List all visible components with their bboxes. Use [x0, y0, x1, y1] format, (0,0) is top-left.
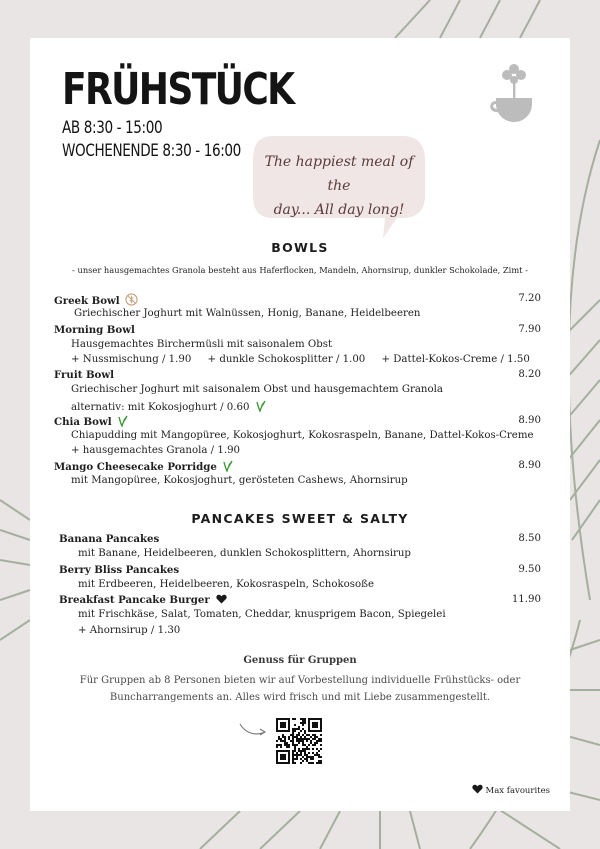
weekend-hours: WOCHENENDE 8:30 - 16:00	[62, 141, 241, 161]
item-extras: + Nussmischung / 1.90 + dunkle Schokosplitter / 1.00 + Dattel-Kokos-Creme / 1.50	[71, 354, 530, 365]
pancakes-heading: PANCAKES SWEET & SALTY	[191, 511, 409, 526]
item-description: mit Erdbeeren, Heidelbeeren, Kokosraspeln, Schokosoße	[78, 579, 374, 590]
leaf-icon	[117, 415, 128, 427]
menu-item-berry-bliss-pancakes	[59, 564, 179, 576]
leaf-icon	[255, 400, 266, 412]
item-description: Griechischer Joghurt mit saisonalem Obst und hausgemachtem Granola	[71, 384, 443, 395]
item-name: Mango Cheesecake Porridge	[54, 461, 217, 473]
groups-heading: Genuss für Gruppen	[243, 655, 357, 666]
item-price: 7.90	[518, 324, 541, 335]
item-price: 11.90	[511, 594, 541, 605]
item-name: Greek Bowl	[54, 295, 120, 307]
slogan-line-2: day... All day long!	[273, 202, 405, 218]
legend-favourites	[469, 784, 550, 796]
item-name: Breakfast Pancake Burger	[59, 594, 210, 606]
groups-description	[70, 672, 530, 706]
item-price: 8.50	[518, 533, 541, 544]
wheat-crossed-icon	[125, 293, 138, 306]
page-title: FRÜHSTÜCK	[62, 64, 294, 115]
menu-card	[30, 38, 570, 811]
item-description: Hausgemachtes Birchermüsli mit saisonalem Obst	[71, 339, 333, 350]
slogan-line-1: The happiest meal of the	[264, 154, 414, 194]
granola-note: - unser hausgemachtes Granola besteht aus Haferflocken, Mandeln, Ahornsirup, dunkler Schokolade, Zimt -	[72, 265, 528, 275]
item-extras-text: alternativ: mit Kokosjoghurt / 0.60	[71, 402, 250, 413]
menu-item-banana-pancakes	[59, 533, 159, 545]
cup-flower-icon	[486, 60, 542, 124]
groups-line-1: Für Gruppen ab 8 Personen bieten wir auf Vorbestellung individuelle Frühstücks- oder	[79, 675, 521, 686]
item-name: Chia Bowl	[54, 416, 112, 428]
menu-item-chia-bowl	[54, 415, 128, 428]
groups-line-2: Buncharrangements an. Alles wird frisch und mit Liebe zusammengestellt.	[109, 692, 491, 703]
item-price: 8.90	[518, 415, 541, 426]
item-extras	[71, 400, 266, 413]
item-price: 8.20	[518, 369, 541, 380]
item-extras: + hausgemachtes Granola / 1.90	[71, 445, 241, 456]
menu-item-mango-porridge	[54, 460, 233, 473]
bowls-heading: BOWLS	[271, 240, 329, 255]
item-name: Banana Pancakes	[59, 533, 160, 545]
menu-item-greek-bowl	[54, 293, 138, 307]
item-description: mit Mangopüree, Kokosjoghurt, gerösteten Cashews, Ahornsirup	[71, 475, 408, 486]
weekday-hours: AB 8:30 - 15:00	[62, 118, 163, 138]
qr-code-icon[interactable]	[276, 718, 322, 764]
item-name: Berry Bliss Pancakes	[59, 564, 180, 576]
item-description: Chiapudding mit Mangopüree, Kokosjoghurt, Kokosraspeln, Banane, Dattel-Kokos-Creme	[71, 430, 534, 441]
item-name: Fruit Bowl	[54, 369, 114, 381]
leaf-icon	[222, 460, 233, 472]
item-price: 7.20	[518, 293, 541, 304]
item-name: Morning Bowl	[54, 324, 135, 336]
item-description: mit Banane, Heidelbeeren, dunklen Schokosplittern, Ahornsirup	[78, 548, 411, 559]
menu-item-fruit-bowl	[54, 369, 114, 381]
heart-icon	[216, 594, 227, 604]
item-price: 8.90	[518, 460, 541, 471]
menu-item-pancake-burger	[59, 594, 227, 606]
curved-arrow-icon	[238, 720, 268, 738]
slogan	[256, 150, 422, 222]
item-extras: + Ahornsirup / 1.30	[78, 625, 181, 636]
menu-item-morning-bowl	[54, 324, 135, 336]
legend-favourites-label: Max favourites	[485, 786, 550, 796]
item-price: 9.50	[518, 564, 541, 575]
item-description: mit Frischkäse, Salat, Tomaten, Cheddar, knusprigem Bacon, Spiegelei	[78, 609, 446, 620]
heart-icon	[472, 784, 483, 794]
item-description: Griechischer Joghurt mit Walnüssen, Honig, Banane, Heidelbeeren	[74, 308, 421, 319]
